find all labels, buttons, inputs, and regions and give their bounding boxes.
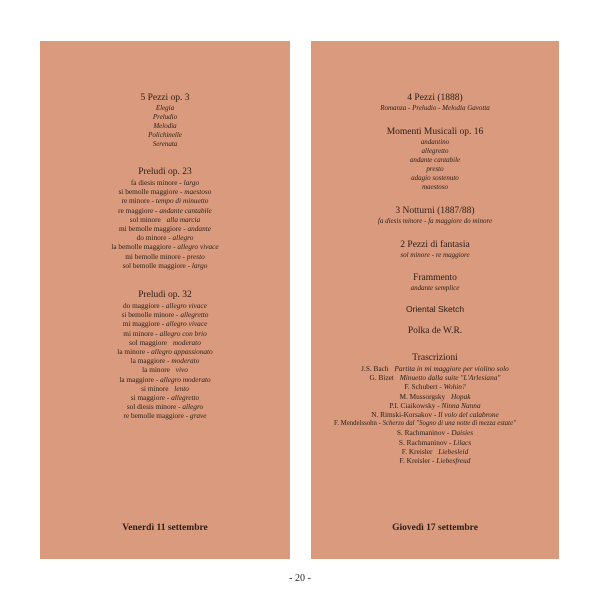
right-content	[311, 93, 559, 465]
prelude-row: mi bemolle minore - presto	[125, 251, 205, 261]
prelude-row: re maggiore - andante cantabile	[118, 205, 212, 215]
transcription-row: F. Kreisler - Liebesfreud	[399, 456, 471, 466]
concert-date: Venerdì 11 settembre	[122, 523, 208, 533]
transcription-row: F. Mendelssohn - Scherzo dal "Sogno di una notte di mezza estate"	[334, 420, 516, 428]
prelude-row: si bemolle maggiore - maestoso	[118, 187, 212, 197]
transcription-row: J.S. Bach Partita in mi maggiore per violino solo	[361, 364, 509, 373]
movement: maestoso	[421, 183, 449, 191]
left-content	[40, 93, 290, 421]
movement: allegretto	[421, 147, 449, 155]
section-title: Preludi op. 32	[138, 290, 192, 301]
section-title: Trascrizioni	[412, 353, 458, 363]
section-title: 3 Notturni (1887/88)	[395, 206, 475, 216]
prelude-row: do minore - allegro	[136, 233, 194, 243]
preludi-op23-section	[40, 167, 290, 270]
transcription-row: S. Rachmaninov - Daisies	[396, 428, 474, 438]
prelude-row: la minore vivo	[142, 365, 188, 375]
prelude-row: si maggiore - allegretto	[130, 393, 200, 403]
prelude-row: la minore - allegro appassionato	[117, 347, 213, 357]
prelude-row: sol minore alla marcia	[129, 214, 201, 224]
section-title: Frammento	[413, 273, 457, 283]
transcription-row: G. Bizet Minuetto dalla suite "L'Arlesiana"	[369, 373, 501, 383]
trascrizioni-section	[311, 353, 559, 465]
quattro-pezzi-section	[311, 93, 559, 113]
piece-title: Polichinelle	[148, 131, 182, 139]
transcription-row: F. Kreisler Liebesleid	[401, 446, 469, 456]
section-title: Oriental Sketch	[405, 304, 465, 314]
prelude-row: la maggiore - moderato	[130, 356, 200, 366]
page-number: - 20 -	[289, 573, 311, 584]
transcription-row: F. Schubert - Wohin?	[404, 382, 466, 392]
oriental-sketch-section	[311, 304, 559, 315]
transcription-row: S. Rachmaninov - Lilacs	[398, 437, 472, 447]
piece-title: Preludio	[152, 113, 178, 121]
prelude-row: la maggiore - allegro moderato	[119, 374, 211, 384]
frammento-section	[311, 273, 559, 293]
prelude-row: re minore - tempo di minuetto	[121, 196, 209, 206]
movement: adagio sostenuto	[411, 174, 459, 182]
section-title: Polka de W.R.	[407, 326, 463, 336]
prelude-row: mi maggiore - allegro vivace	[122, 319, 208, 329]
concert-date: Giovedì 17 settembre	[392, 523, 478, 533]
polka-section	[311, 326, 559, 337]
prelude-row: fa diesis minore - largo	[130, 178, 200, 187]
transcription-row: P.I. Ciaikowsky - Ninna Nanna	[389, 400, 481, 410]
momenti-musicali-section	[311, 127, 559, 192]
piece-list: fa diesis minore - fa maggiore do minore	[377, 217, 493, 225]
prelude-row: sol bemolle maggiore - largo	[122, 260, 208, 270]
preludi-op32-section	[40, 290, 290, 421]
piece-title: Serenata	[152, 140, 178, 148]
left-program-panel	[40, 41, 290, 559]
pezzi-op3-section	[40, 93, 290, 149]
right-program-panel	[311, 41, 559, 559]
movement: andante cantabile	[409, 156, 461, 164]
piece-tempo: andante semplice	[410, 284, 460, 292]
prelude-row: la bemolle maggiore - allegro vivace	[111, 242, 219, 252]
movement: andantino	[420, 138, 450, 146]
piece-title: Melodia	[153, 122, 177, 130]
transcription-row: N. Rimski-Korsakov - Il volo del calabrone	[371, 410, 499, 420]
prelude-row: mi bemolle maggiore - andante	[118, 224, 211, 234]
section-title: Preludi op. 23	[138, 167, 192, 177]
prelude-row: do maggiore - allegro vivace	[122, 301, 208, 311]
movement: presto	[426, 165, 444, 173]
section-title: 2 Pezzi di fantasia	[400, 240, 470, 250]
transcription-row: M. Mussorgsky Hopak	[399, 391, 471, 401]
section-title: 4 Pezzi (1888)	[407, 93, 463, 103]
notturni-section	[311, 206, 559, 226]
prelude-row: si minore lento	[141, 383, 189, 393]
piece-list: Romanza - Preludio - Melodia Gavotta	[380, 104, 490, 112]
prelude-row: sol diesis minore - allegro	[126, 402, 204, 412]
pezzi-fantasia-section	[311, 240, 559, 260]
piece-title: Elegia	[155, 104, 175, 112]
section-title: Momenti Musicali op. 16	[386, 127, 484, 137]
prelude-row: sol maggiore moderato	[129, 337, 201, 347]
prelude-row: mi minore - allegro con brio	[123, 328, 207, 338]
prelude-row: re bemolle maggiore - grave	[123, 411, 207, 421]
piece-list: sol minore - re maggiore	[400, 251, 470, 259]
section-title: 5 Pezzi op. 3	[140, 93, 190, 103]
prelude-row: si bemolle minore - allegretto	[121, 310, 209, 320]
